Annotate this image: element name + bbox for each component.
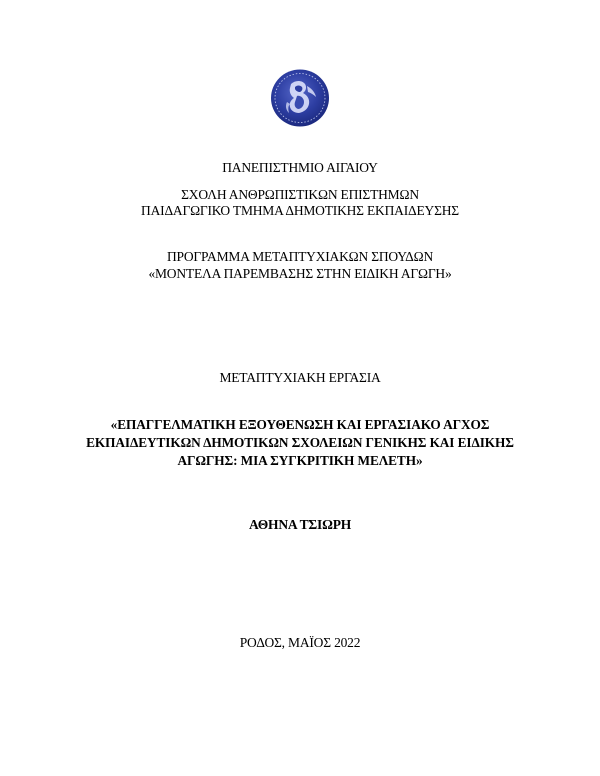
thesis-title-line: «ΕΠΑΓΓΕΛΜΑΤΙΚΗ ΕΞΟΥΘΕΝΩΣΗ ΚΑΙ ΕΡΓΑΣΙΑΚΟ ΑΓΧΟΣ — [110, 417, 490, 432]
author-name: ΑΘΗΝΑ ΤΣΙΩΡΗ — [248, 517, 352, 532]
university-seal-icon — [269, 68, 331, 128]
program-specialization: «ΜΟΝΤΕΛΑ ΠΑΡΕΜΒΑΣΗΣ ΣΤΗΝ ΕΙΔΙΚΗ ΑΓΩΓΗ» — [148, 266, 452, 281]
school-name: ΣΧΟΛΗ ΑΝΘΡΩΠΙΣΤΙΚΩΝ ΕΠΙΣΤΗΜΩΝ — [181, 187, 419, 202]
thesis-title — [60, 416, 540, 470]
document-type: ΜΕΤΑΠΤΥΧΙΑΚΗ ΕΡΓΑΣΙΑ — [219, 370, 381, 385]
department-name: ΠΑΙΔΑΓΩΓΙΚΟ ΤΜΗΜΑ ΔΗΜΟΤΙΚΗΣ ΕΚΠΑΙΔΕΥΣΗΣ — [141, 203, 459, 218]
thesis-title-line: ΑΓΩΓΗΣ: ΜΙΑ ΣΥΓΚΡΙΤΙΚΗ ΜΕΛΕΤΗ» — [177, 453, 423, 468]
program-name: ΠΡΟΓΡΑΜΜΑ ΜΕΤΑΠΤΥΧΙΑΚΩΝ ΣΠΟΥΔΩΝ — [166, 249, 434, 264]
place-date: ΡΟΔΟΣ, ΜΑΪΟΣ 2022 — [239, 635, 361, 650]
university-name: ΠΑΝΕΠΙΣΤΗΜΙΟ ΑΙΓΑΙΟΥ — [222, 160, 378, 175]
thesis-title-line: ΕΚΠΑΙΔΕΥΤΙΚΩΝ ΔΗΜΟΤΙΚΩΝ ΣΧΟΛΕΙΩΝ ΓΕΝΙΚΗΣ ΚΑΙ ΕΙΔΙΚΗΣ — [86, 435, 514, 450]
